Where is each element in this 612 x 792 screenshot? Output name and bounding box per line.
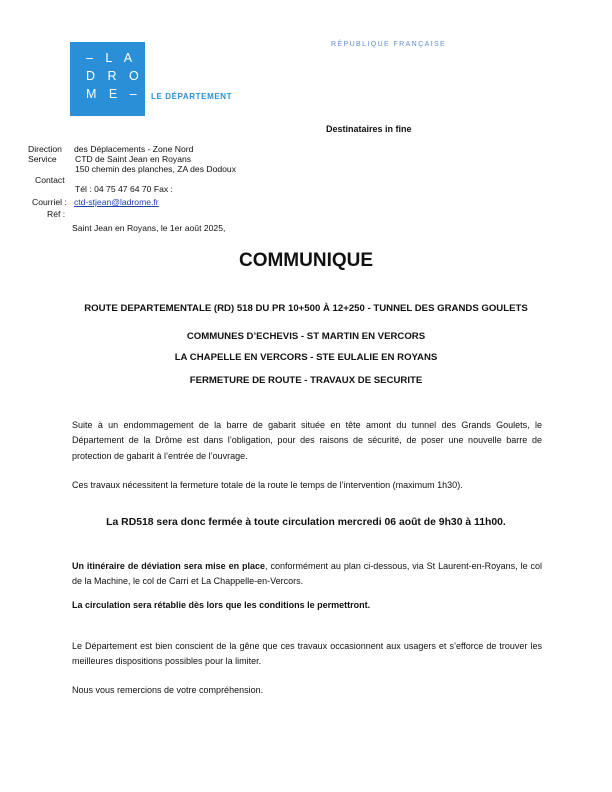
direction-value: des Déplacements - Zone Nord [74, 144, 194, 154]
service-value: CTD de Saint Jean en Royans [75, 154, 192, 164]
logo-text-row-3: M E – [86, 87, 142, 101]
paragraph-context: Suite à un endommagement de la barre de gabarit située en tête amont du tunnel des Grands Goulets, le Département de la Drôme est dans l’obligation, pour des raisons de sécurité, de poser une nouvelle barre de protection de gabarit à l’entrée de l’ouvrage. [72, 420, 542, 461]
contact-label: Contact [35, 175, 65, 185]
paragraph-works: Ces travaux nécessitent la fermeture totale de la route le temps de l’intervention (maximum 1h30). [72, 480, 463, 490]
department-label: LE DÉPARTEMENT [151, 92, 233, 101]
paragraph-reopening: La circulation sera rétablie dès lors que les conditions le permettront. [72, 600, 371, 610]
paragraph-apology: Le Département est bien conscient de la gêne que ces travaux occasionnent aux usagers et s’efforce de trouver les meilleures dispositions possibles pour la limiter. [72, 641, 542, 667]
detour-route: , conformément au plan ci-dessous, via St Laurent-en-Royans, le col de la Machine, le col de Carri et La Chappelle-en-Vercors. [72, 561, 542, 587]
reference-label: Réf : [47, 209, 66, 219]
detour-lead: Un itinéraire de déviation sera mise en place [72, 561, 266, 571]
logo-text-row-1: – L A [86, 51, 137, 65]
subtitle-chapelle: LA CHAPELLE EN VERCORS - STE EULALIE EN ROYANS [174, 352, 438, 363]
phone-fax: Tél : 04 75 47 64 70 Fax : [75, 184, 173, 194]
department-logo [70, 42, 145, 116]
paragraph-detour [72, 559, 542, 590]
document-title: COMMUNIQUE [238, 250, 374, 271]
email-link[interactable]: ctd-stjean@ladrome.fr [74, 197, 159, 207]
closure-announcement: La RD518 sera donc fermée à toute circulation mercredi 06 août de 9h30 à 11h00. [106, 517, 506, 528]
email-label: Courriel : [32, 197, 67, 207]
logo-text-row-2: D R O [86, 69, 144, 83]
subtitle-communes: COMMUNES D’ECHEVIS - ST MARTIN EN VERCORS [186, 331, 426, 342]
subtitle-fermeture: FERMETURE DE ROUTE - TRAVAUX DE SECURITE [189, 375, 423, 386]
recipients-line: Destinataires in fine [326, 124, 412, 134]
republique-label: RÉPUBLIQUE FRANÇAISE [331, 41, 447, 48]
subtitle-route: ROUTE DEPARTEMENTALE (RD) 518 DU PR 10+500 À 12+250 - TUNNEL DES GRANDS GOULETS [84, 303, 528, 314]
direction-label: Direction [28, 144, 62, 154]
paragraph-thanks: Nous vous remercions de votre compréhension. [72, 685, 264, 695]
service-label: Service [28, 154, 57, 164]
document-date: Saint Jean en Royans, le 1er août 2025, [72, 223, 226, 233]
service-address: 150 chemin des planches, ZA des Dodoux [75, 164, 236, 174]
